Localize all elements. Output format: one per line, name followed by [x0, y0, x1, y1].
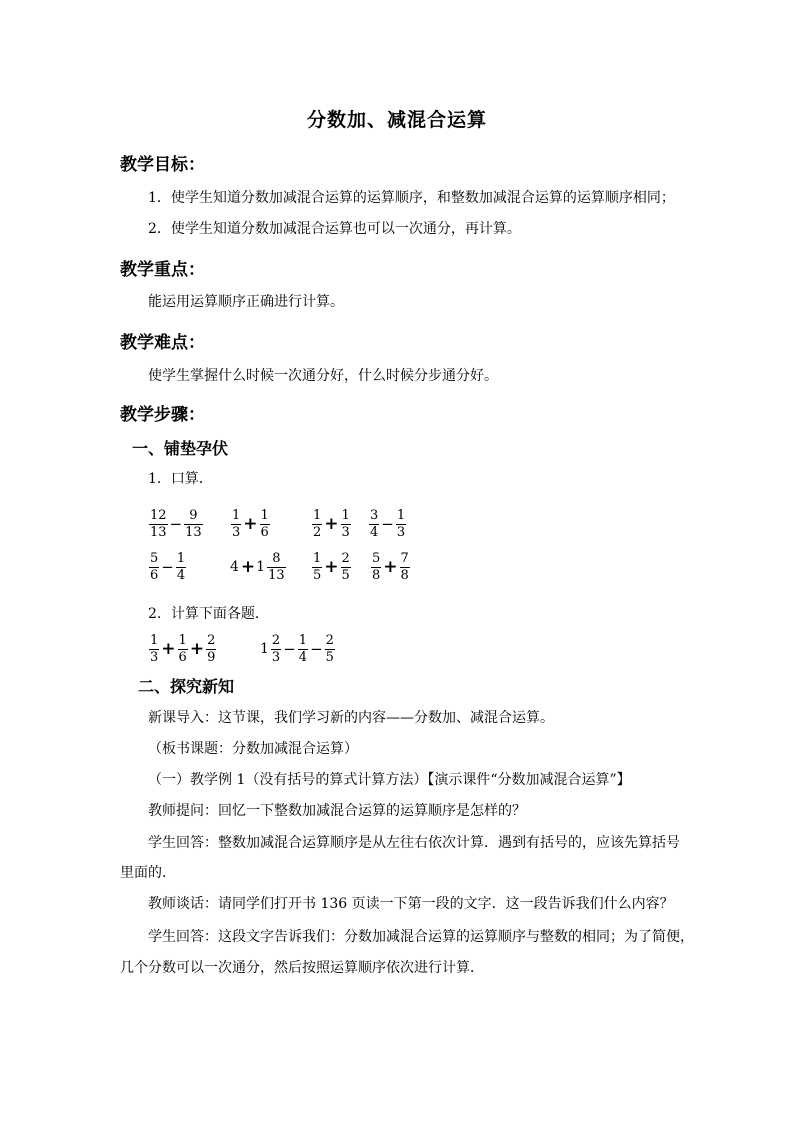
part2-line-5: 学生回答：整数加减混合运算顺序是从左往右依次计算．遇到有括号的，应该先算括号	[148, 835, 680, 851]
operator: +	[243, 514, 258, 534]
fraction: $\frac{5}{8}$	[372, 550, 381, 583]
fraction: $\frac{12}{13}$	[150, 507, 167, 540]
expression	[260, 628, 336, 670]
whole-number: 1	[256, 559, 266, 575]
operator: −	[381, 515, 394, 533]
fraction: $\frac{2}{3}$	[271, 632, 281, 665]
operator: +	[383, 557, 398, 577]
part1-heading: 一、铺垫孕伏	[132, 439, 229, 458]
part1-sub1: 1．口算．	[148, 471, 213, 487]
expression	[230, 546, 287, 588]
expression	[368, 503, 407, 545]
fraction: $\frac{2}{5}$	[341, 550, 350, 583]
expression	[148, 503, 204, 545]
operator: −	[310, 640, 323, 658]
expression	[230, 503, 271, 545]
fraction: $\frac{1}{3}$	[150, 632, 159, 665]
expression	[148, 546, 187, 588]
page-title: 分数加、减混合运算	[306, 109, 487, 131]
key-heading: 教学重点：	[120, 260, 205, 280]
operator: −	[161, 558, 174, 576]
operator: −	[283, 640, 296, 658]
part2-line-1: 新课导入：这节课，我们学习新的内容——分数加、减混合运算。	[148, 710, 554, 726]
operator: −	[169, 515, 183, 533]
fraction: $\frac{2}{9}$	[207, 632, 216, 665]
fraction: $\frac{1}{2}$	[313, 507, 322, 540]
fraction: $\frac{1}{6}$	[178, 632, 187, 665]
operator: +	[324, 557, 339, 577]
operator: +	[189, 639, 205, 659]
steps-heading: 教学步骤：	[120, 405, 205, 425]
part2-line-7: 教师谈话：请同学们打开书 136 页读一下第一段的文字．这一段告诉我们什么内容？	[148, 896, 674, 912]
fraction: $\frac{1}{4}$	[176, 550, 186, 583]
expression	[311, 503, 352, 545]
fraction: $\frac{3}{4}$	[370, 507, 379, 540]
fraction: $\frac{5}{6}$	[150, 550, 159, 583]
operator: +	[324, 514, 339, 534]
part2-line-3: （一）教学例 1（没有括号的算式计算方法）【演示课件“分数加减混合运算”】	[148, 772, 631, 788]
key-text: 能运用运算顺序正确进行计算。	[148, 294, 344, 310]
part2-line-2: （板书课题：分数加减混合运算）	[148, 741, 358, 757]
fraction: $\frac{1}{4}$	[298, 632, 308, 665]
whole-number: 1	[260, 641, 269, 657]
fraction: $\frac{1}{3}$	[341, 507, 350, 540]
expression	[311, 546, 352, 588]
fraction: $\frac{7}{8}$	[400, 550, 409, 583]
difficulty-heading: 教学难点：	[120, 333, 205, 353]
fraction: $\frac{8}{13}$	[268, 550, 285, 583]
fraction: $\frac{1}{6}$	[260, 507, 269, 540]
part2-line-4: 教师提问：回忆一下整数加减混合运算的运算顺序是怎样的？	[148, 803, 526, 819]
fraction: $\frac{9}{13}$	[185, 507, 202, 540]
goals-heading: 教学目标：	[120, 155, 205, 175]
operator: +	[161, 639, 176, 659]
expression	[148, 628, 217, 670]
whole-number: 4	[230, 559, 239, 575]
fraction: $\frac{1}{3}$	[232, 507, 241, 540]
goal-item-2: 2．使学生知道分数加减混合运算也可以一次通分，再计算。	[148, 221, 521, 237]
part2-line-6: 里面的．	[120, 865, 176, 881]
expression	[370, 546, 411, 588]
part1-sub2: 2．计算下面各题．	[148, 606, 269, 622]
goal-item-1: 1．使学生知道分数加减混合运算的运算顺序，和整数加减混合运算的运算顺序相同；	[148, 190, 675, 206]
part2-line-9: 几个分数可以一次通分，然后按照运算顺序依次进行计算．	[120, 960, 484, 976]
operator: +	[240, 557, 256, 577]
fraction: $\frac{1}{3}$	[396, 507, 406, 540]
fraction: $\frac{2}{5}$	[325, 632, 334, 665]
difficulty-text: 使学生掌握什么时候一次通分好，什么时候分步通分好。	[148, 368, 498, 384]
fraction: $\frac{1}{5}$	[313, 550, 322, 583]
part2-line-8: 学生回答：这段文字告诉我们：分数加减混合运算的运算顺序与整数的相同；为了简便，	[148, 929, 694, 945]
part2-heading: 二、探究新知	[138, 677, 235, 696]
